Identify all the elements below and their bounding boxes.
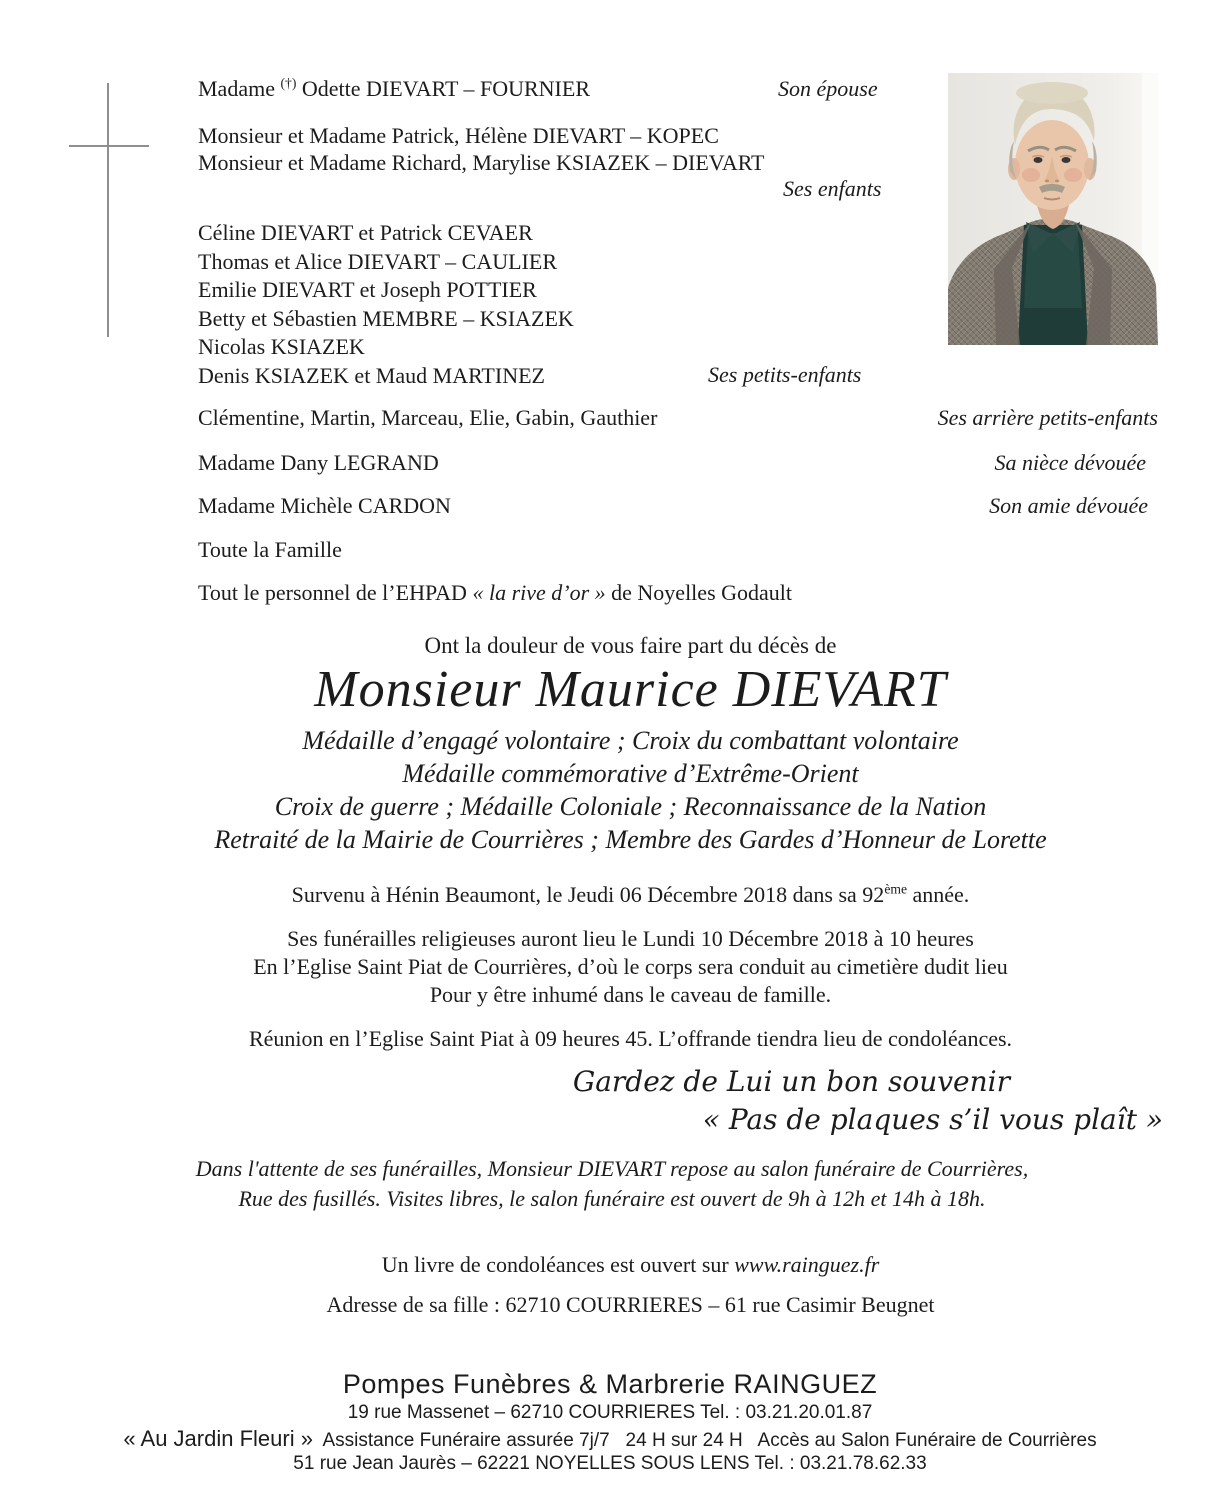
condolence-text: Un livre de condoléances est ouvert sur <box>381 1252 735 1277</box>
relation-spouse: Son épouse <box>778 76 878 101</box>
funeral-home-name: Pompes Funèbres & Marbrerie RAINGUEZ <box>342 1369 878 1399</box>
grandchildren-line: Nicolas KSIAZEK <box>198 334 365 359</box>
grandchildren-line: Céline DIEVART et Patrick CEVAER <box>198 220 533 245</box>
children-line: Monsieur et Madame Patrick, Hélène DIEVART – KOPEC <box>198 123 719 148</box>
cross-horizontal-bar <box>69 145 149 147</box>
condolence-website: www.rainguez.fr <box>734 1252 880 1277</box>
deceased-portrait-photo <box>948 73 1158 345</box>
funeral-line: Pour y être inhumé dans le caveau de famille. <box>429 982 832 1007</box>
grandchildren-line: Denis KSIAZEK et Maud MARTINEZ <box>198 363 545 388</box>
death-text: Survenu à Hénin Beaumont, le Jeudi 06 Décembre 2018 dans sa 92 <box>291 882 885 907</box>
dagger-icon: (†) <box>280 75 297 91</box>
great-grandchildren-line: Clémentine, Martin, Marceau, Elie, Gabin, Gauthier <box>198 405 658 430</box>
family-spouse-line <box>198 76 590 101</box>
honors-line: Croix de guerre ; Médaille Coloniale ; Reconnaissance de la Nation <box>274 792 987 821</box>
relation-great-grandchildren: Ses arrière petits-enfants <box>937 405 1158 430</box>
ordinal-superscript: ème <box>884 881 908 897</box>
relation-children: Ses enfants <box>783 176 882 201</box>
staff-text: Tout le personnel de l’EHPAD <box>198 580 473 605</box>
honors-line: Retraité de la Mairie de Courrières ; Membre des Gardes d’Honneur de Lorette <box>214 825 1047 854</box>
relation-niece: Sa nièce dévouée <box>994 450 1146 475</box>
honors-line: Médaille commémorative d’Extrême-Orient <box>402 759 859 788</box>
cross-vertical-bar <box>107 83 109 337</box>
niece-line: Madame Dany LEGRAND <box>198 450 439 475</box>
repose-line: Rue des fusillés. Visites libres, le salon funéraire est ouvert de 9h à 12h et 14h à 18h. <box>238 1186 986 1211</box>
funeral-home-brand: « Au Jardin Fleuri » <box>123 1426 313 1451</box>
portrait-illustration <box>948 73 1158 345</box>
funeral-home-address-1: 19 rue Massenet – 62710 COURRIERES Tel. : 03.21.20.01.87 <box>347 1402 873 1423</box>
ehpad-quoted-name: « la rive d’or » <box>472 580 606 605</box>
staff-text-2: de Noyelles Godault <box>605 580 793 605</box>
souvenir-line: Gardez de Lui un bon souvenir <box>572 1065 1010 1098</box>
deceased-name-title: Monsieur Maurice DIEVART <box>314 661 947 718</box>
grandchildren-line: Betty et Sébastien MEMBRE – KSIAZEK <box>198 306 574 331</box>
funeral-line: En l’Eglise Saint Piat de Courrières, d’où le corps sera conduit au cimetière dudit lieu <box>253 954 1008 979</box>
meeting-line: Réunion en l’Eglise Saint Piat à 09 heures 45. L’offrande tiendra lieu de condoléances. <box>248 1026 1013 1051</box>
spouse-prefix: Madame <box>198 76 281 101</box>
condolence-book-line <box>53 1252 1208 1277</box>
friend-line: Madame Michèle CARDON <box>198 493 451 518</box>
funeral-line: Ses funérailles religieuses auront lieu le Lundi 10 Décembre 2018 à 10 heures <box>287 926 974 951</box>
relation-friend: Son amie dévouée <box>989 493 1148 518</box>
children-line: Monsieur et Madame Richard, Marylise KSIAZEK – DIEVART <box>198 150 765 175</box>
daughter-address-line: Adresse de sa fille : 62710 COURRIERES – 61 rue Casimir Beugnet <box>326 1292 935 1317</box>
death-text-2: année. <box>907 882 970 907</box>
ehpad-staff-line <box>198 580 792 605</box>
no-plaques-line: « Pas de plaques s’il vous plaît » <box>702 1103 1163 1136</box>
spouse-name: Odette DIEVART – FOURNIER <box>296 76 590 101</box>
grandchildren-line: Thomas et Alice DIEVART – CAULIER <box>198 249 557 274</box>
funeral-home-services: Assistance Funéraire assurée 7j/7 24 H sur 24 H Accès au Salon Funéraire de Courrières <box>312 1430 1097 1451</box>
death-line <box>53 882 1208 907</box>
whole-family-line: Toute la Famille <box>198 537 342 562</box>
grandchildren-line: Emilie DIEVART et Joseph POTTIER <box>198 277 537 302</box>
repose-line: Dans l'attente de ses funérailles, Monsieur DIEVART repose au salon funéraire de Courrières, <box>195 1156 1029 1181</box>
relation-grandchildren: Ses petits-enfants <box>708 362 862 387</box>
announcement-intro: Ont la douleur de vous faire part du décès de <box>424 633 837 658</box>
honors-line: Médaille d’engagé volontaire ; Croix du combattant volontaire <box>302 726 959 755</box>
funeral-home-services-line <box>8 1426 1212 1452</box>
funeral-home-address-2: 51 rue Jean Jaurès – 62221 NOYELLES SOUS LENS Tel. : 03.21.78.62.33 <box>293 1453 927 1474</box>
